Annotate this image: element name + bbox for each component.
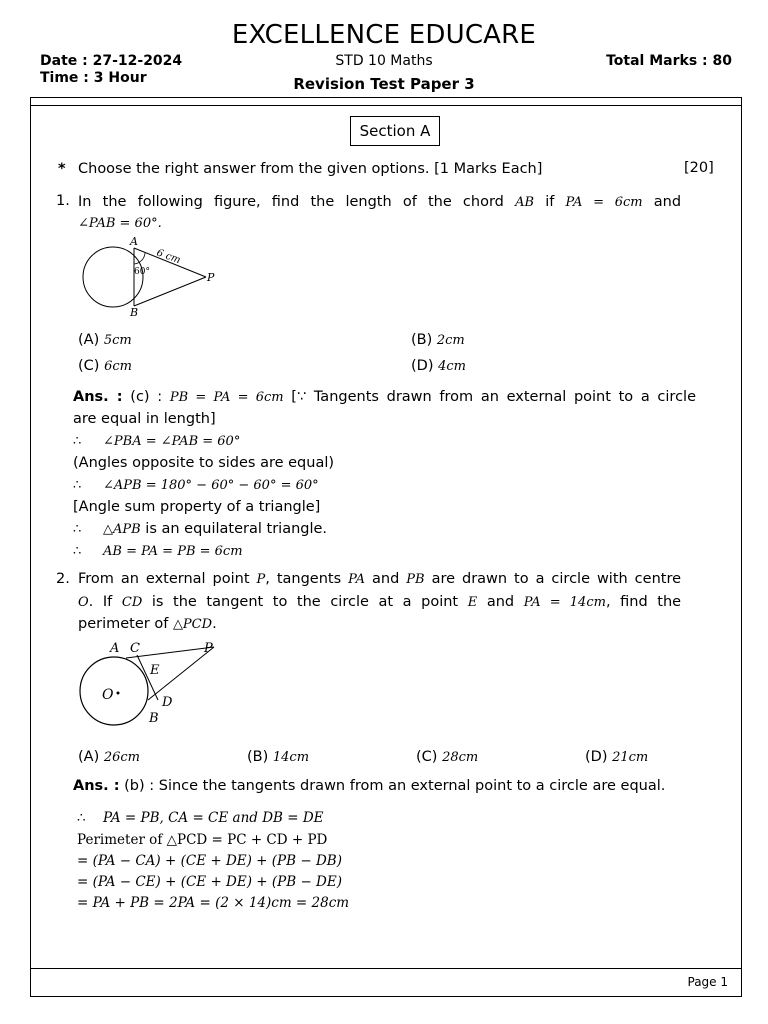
q1-answer-line1	[73, 386, 696, 409]
q2-work3: = (PA − CA) + (CE + DE) + (PB − DB)	[77, 853, 342, 869]
q1-fig-B: B	[130, 306, 139, 319]
q2-fig-E: E	[150, 663, 160, 678]
q2-number: 2.	[56, 571, 70, 587]
q2-fig-O: O	[102, 687, 114, 703]
q2-work5: = PA + PB = 2PA = (2 × 14)cm = 28cm	[77, 895, 350, 911]
q2-work4: = (PA − CE) + (CE + DE) + (PB − DE)	[77, 874, 342, 890]
q1-step2: (Angles opposite to sides are equal)	[73, 455, 335, 471]
q2-option-c[interactable]: (C) 28cm	[416, 749, 479, 765]
q1-step4: [Angle sum property of a triangle]	[73, 499, 321, 515]
q2-answer-text: (b) : Since the tangents drawn from an external point to a circle are equal.	[124, 778, 666, 794]
q1-line1	[78, 191, 681, 214]
q1-fig-length: 6 cm	[154, 247, 182, 267]
q1-tangent-pb	[134, 277, 206, 306]
page-number: Page 1	[687, 975, 728, 989]
date-text: Date : 27-12-2024	[40, 53, 183, 69]
q1-figure	[78, 236, 228, 320]
q1-option-a[interactable]: (A) 5cm	[78, 332, 132, 348]
q2-option-b[interactable]: (B) 14cm	[247, 749, 310, 765]
q2-fig-A: A	[110, 641, 120, 656]
q2-line3: perimeter of △PCD.	[78, 616, 217, 632]
q1-fig-P: P	[207, 271, 215, 284]
q2-fig-D: D	[162, 695, 173, 710]
total-marks: Total Marks : 80	[606, 53, 732, 69]
q2-figure	[74, 638, 224, 728]
q2-circle	[80, 657, 148, 725]
q1-step5: ∴ △APB is an equilateral triangle.	[73, 521, 328, 537]
q1-option-c[interactable]: (C) 6cm	[78, 358, 132, 374]
q1-answer-eq: PB = PA = 6cm	[169, 390, 284, 405]
q1-pa: PA = 6cm	[565, 195, 643, 210]
q1-chord: AB	[515, 195, 535, 210]
q1-text: In the following figure, find the length of the chord	[78, 194, 504, 210]
footer-divider	[30, 968, 742, 969]
q1-answer-reason: [∵ Tangents drawn from an external point to a circle	[291, 389, 696, 405]
q2-fig-B: B	[149, 711, 159, 726]
q2-work2: Perimeter of △PCD = PC + CD + PD	[77, 832, 328, 848]
q1-step3: ∴ ∠APB = 180° − 60° − 60° = 60°	[73, 478, 319, 493]
q2-answer-label: Ans. :	[73, 778, 120, 794]
q1-answer-reason2: are equal in length]	[73, 411, 216, 427]
q1-fig-A: A	[130, 236, 138, 248]
q2-option-a[interactable]: (A) 26cm	[78, 749, 140, 765]
school-title: EXCELLENCE EDUCARE	[231, 20, 537, 50]
q1-step1: ∴ ∠PBA = ∠PAB = 60°	[73, 434, 241, 449]
q1-step6: ∴ AB = PA = PB = 6cm	[73, 544, 243, 559]
q2-answer	[73, 775, 665, 797]
std-text: STD 10 Maths	[335, 53, 433, 69]
q1-angle-arc	[134, 253, 145, 264]
instruction-text: Choose the right answer from the given options. [1 Marks Each]	[78, 161, 543, 177]
q1-option-b[interactable]: (B) 2cm	[411, 332, 465, 348]
q2-option-d[interactable]: (D) 21cm	[585, 749, 649, 765]
q1-number: 1.	[56, 193, 70, 209]
q2-fig-P: P	[204, 641, 213, 656]
instruction-star: *	[58, 161, 66, 177]
q1-option-d[interactable]: (D) 4cm	[411, 358, 466, 374]
q1-if: if	[545, 194, 555, 210]
header-divider	[30, 105, 742, 106]
section-title: Section A	[350, 116, 440, 146]
paper-title: Revision Test Paper 3	[293, 75, 475, 93]
q2-fig-C: C	[130, 641, 140, 656]
time-text: Time : 3 Hour	[40, 70, 147, 86]
q2-line1: From an external point P, tangents PA and PB are drawn to a circle with centre	[78, 571, 682, 587]
q1-fig-angle: 60°	[134, 267, 150, 277]
instruction-marks: [20]	[684, 160, 714, 176]
q2-centre-dot	[117, 692, 120, 695]
q2-work1: ∴ PA = PB, CA = CE and DB = DE	[77, 810, 324, 826]
q1-angle: ∠PAB = 60°.	[78, 216, 162, 231]
q1-and: and	[653, 194, 682, 210]
q2-line2: O. If CD is the tangent to the circle at a point E and PA = 14cm, find the	[78, 594, 682, 610]
q1-answer-label: Ans. :	[73, 389, 123, 405]
q1-answer-choice: (c) :	[130, 389, 163, 405]
